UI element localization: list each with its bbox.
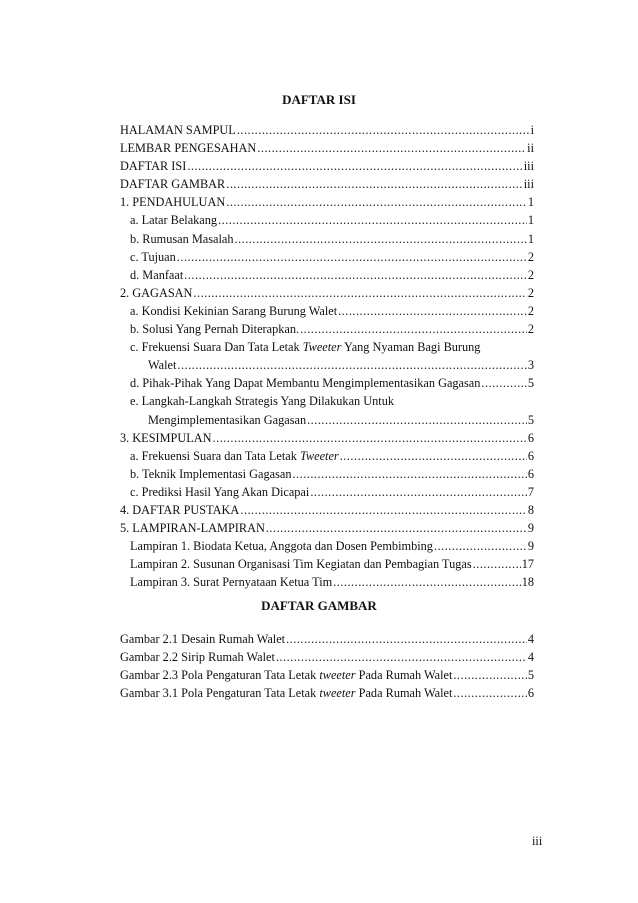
list-of-figures-title: DAFTAR GAMBAR <box>261 598 377 613</box>
page-number: iii <box>532 834 543 848</box>
toc-entry[interactable]: Mengimplementasikan Gagasan ..... 5 <box>120 411 534 429</box>
toc-title: DAFTAR ISI <box>282 92 356 107</box>
toc-entry[interactable]: 4. DAFTAR PUSTAKA ..... 8 <box>120 501 534 519</box>
toc-entry[interactable]: 2. GAGASAN ..... 2 <box>120 284 534 302</box>
toc-entry[interactable]: b. Solusi Yang Pernah Diterapkan. ..... 2 <box>120 320 534 338</box>
toc-entry[interactable]: b. Rumusan Masalah ..... 1 <box>120 230 534 248</box>
toc-entry[interactable]: a. Frekuensi Suara dan Tata Letak Tweeter ..... 6 <box>120 447 534 465</box>
toc-entry[interactable]: b. Teknik Implementasi Gagasan ..... 6 <box>120 465 534 483</box>
toc-entry[interactable]: DAFTAR ISI ..... iii <box>120 157 534 175</box>
toc-entry-line[interactable]: c. Frekuensi Suara Dan Tata Letak Tweeter Yang Nyaman Bagi Burung <box>130 340 481 355</box>
list-of-figures <box>120 630 534 702</box>
figure-entry[interactable]: Gambar 3.1 Pola Pengaturan Tata Letak tweeter Pada Rumah Walet ..... 6 <box>120 684 534 702</box>
toc-entry[interactable]: Lampiran 1. Biodata Ketua, Anggota dan Dosen Pembimbing ..... 9 <box>120 537 534 555</box>
figure-entry[interactable]: Gambar 2.1 Desain Rumah Walet ..... 4 <box>120 630 534 648</box>
figure-entry[interactable]: Gambar 2.3 Pola Pengaturan Tata Letak tweeter Pada Rumah Walet ..... 5 <box>120 666 534 684</box>
figure-entry[interactable]: Gambar 2.2 Sirip Rumah Walet ..... 4 <box>120 648 534 666</box>
toc-entry[interactable]: 3. KESIMPULAN ..... 6 <box>120 429 534 447</box>
toc-entry[interactable]: LEMBAR PENGESAHAN ..... ii <box>120 139 534 157</box>
toc-entry[interactable]: d. Manfaat ..... 2 <box>120 266 534 284</box>
table-of-contents <box>120 121 534 591</box>
toc-entry[interactable]: a. Kondisi Kekinian Sarang Burung Walet ..... 2 <box>120 302 534 320</box>
toc-entry[interactable]: c. Tujuan ..... 2 <box>120 248 534 266</box>
toc-entry[interactable]: HALAMAN SAMPUL ..... i <box>120 121 534 139</box>
toc-entry[interactable]: Lampiran 2. Susunan Organisasi Tim Kegiatan dan Pembagian Tugas ..... 17 <box>120 555 534 573</box>
toc-entry[interactable]: Walet ..... 3 <box>120 356 534 374</box>
toc-entry[interactable]: 1. PENDAHULUAN ..... 1 <box>120 193 534 211</box>
toc-entry[interactable]: c. Prediksi Hasil Yang Akan Dicapai ..... 7 <box>120 483 534 501</box>
toc-entry-line[interactable]: e. Langkah-Langkah Strategis Yang Dilakukan Untuk <box>130 394 394 409</box>
toc-entry[interactable]: d. Pihak-Pihak Yang Dapat Membantu Mengimplementasikan Gagasan ..... 5 <box>120 374 534 392</box>
toc-entry[interactable]: Lampiran 3. Surat Pernyataan Ketua Tim ..... 18 <box>120 573 534 591</box>
toc-entry[interactable]: 5. LAMPIRAN-LAMPIRAN ..... 9 <box>120 519 534 537</box>
toc-entry[interactable]: DAFTAR GAMBAR ..... iii <box>120 175 534 193</box>
toc-entry[interactable]: a. Latar Belakang ..... 1 <box>120 211 534 229</box>
